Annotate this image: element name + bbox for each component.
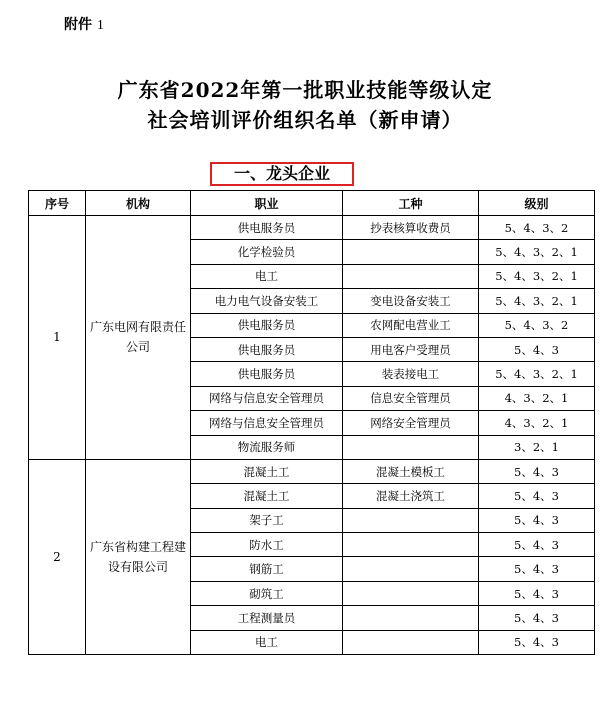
type-cell	[343, 240, 479, 264]
type-cell	[343, 630, 479, 654]
type-cell: 用电客户受理员	[343, 337, 479, 361]
type-cell: 混凝土模板工	[343, 459, 479, 483]
level-cell: 5、4、3	[479, 337, 595, 361]
type-cell: 网络安全管理员	[343, 411, 479, 435]
section-title: 一、龙头企业	[210, 162, 354, 186]
type-cell: 混凝土浇筑工	[343, 484, 479, 508]
level-cell: 4、3、2、1	[479, 386, 595, 410]
job-cell: 混凝土工	[191, 484, 343, 508]
table-header-row	[29, 191, 595, 216]
level-cell: 5、4、3	[479, 581, 595, 605]
document-title-line-1: 广东省2022年第一批职业技能等级认定	[117, 78, 493, 102]
type-cell: 信息安全管理员	[343, 386, 479, 410]
attachment-text: 附件	[64, 17, 92, 33]
type-cell	[343, 581, 479, 605]
type-cell	[343, 264, 479, 288]
level-cell: 5、4、3、2	[479, 313, 595, 337]
level-cell: 4、3、2、1	[479, 411, 595, 435]
header-level: 级别	[479, 191, 595, 216]
type-cell	[343, 533, 479, 557]
level-cell: 5、4、3、2、1	[479, 264, 595, 288]
job-cell: 工程测量员	[191, 606, 343, 630]
header-org: 机构	[86, 191, 191, 216]
type-cell: 抄表核算收费员	[343, 216, 479, 240]
job-cell: 钢筋工	[191, 557, 343, 581]
org-cell: 广东省构建工程建设有限公司	[86, 459, 191, 654]
type-cell: 变电设备安装工	[343, 289, 479, 313]
type-cell	[343, 435, 479, 459]
level-cell: 5、4、3	[479, 484, 595, 508]
job-cell: 供电服务员	[191, 216, 343, 240]
level-cell: 5、4、3	[479, 533, 595, 557]
level-cell: 5、4、3	[479, 508, 595, 532]
organization-table	[28, 190, 595, 655]
level-cell: 5、4、3、2	[479, 216, 595, 240]
job-cell: 电力电气设备安装工	[191, 289, 343, 313]
seq-cell: 2	[29, 459, 86, 654]
level-cell: 3、2、1	[479, 435, 595, 459]
job-cell: 供电服务员	[191, 337, 343, 361]
seq-cell: 1	[29, 216, 86, 460]
job-cell: 电工	[191, 630, 343, 654]
type-cell: 装表接电工	[343, 362, 479, 386]
type-cell	[343, 606, 479, 630]
header-seq: 序号	[29, 191, 86, 216]
attachment-number: 1	[96, 18, 104, 33]
job-cell: 供电服务员	[191, 362, 343, 386]
level-cell: 5、4、3、2、1	[479, 240, 595, 264]
level-cell: 5、4、3、2、1	[479, 362, 595, 386]
table-body	[29, 216, 595, 655]
table-row	[29, 459, 595, 483]
job-cell: 架子工	[191, 508, 343, 532]
type-cell	[343, 557, 479, 581]
job-cell: 网络与信息安全管理员	[191, 386, 343, 410]
table-row	[29, 216, 595, 240]
job-cell: 电工	[191, 264, 343, 288]
job-cell: 化学检验员	[191, 240, 343, 264]
job-cell: 网络与信息安全管理员	[191, 411, 343, 435]
level-cell: 5、4、3	[479, 606, 595, 630]
level-cell: 5、4、3、2、1	[479, 289, 595, 313]
job-cell: 混凝土工	[191, 459, 343, 483]
type-cell	[343, 508, 479, 532]
job-cell: 供电服务员	[191, 313, 343, 337]
org-cell: 广东电网有限责任公司	[86, 216, 191, 460]
type-cell: 农网配电营业工	[343, 313, 479, 337]
header-type: 工种	[343, 191, 479, 216]
header-job: 职业	[191, 191, 343, 216]
level-cell: 5、4、3	[479, 630, 595, 654]
document-title-line-2: 社会培训评价组织名单（新申请）	[147, 108, 463, 132]
attachment-label	[64, 14, 104, 34]
job-cell: 物流服务师	[191, 435, 343, 459]
level-cell: 5、4、3	[479, 459, 595, 483]
job-cell: 砌筑工	[191, 581, 343, 605]
level-cell: 5、4、3	[479, 557, 595, 581]
job-cell: 防水工	[191, 533, 343, 557]
